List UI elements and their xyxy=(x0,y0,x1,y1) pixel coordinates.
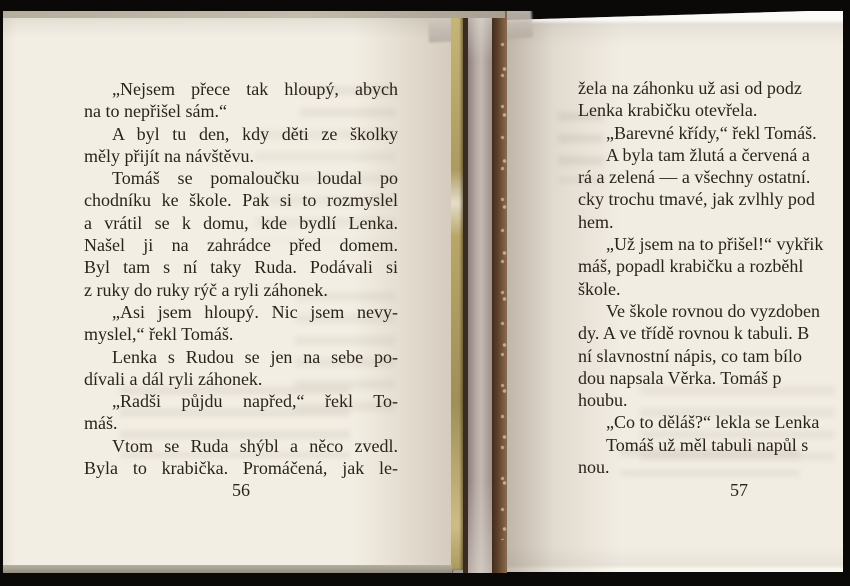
text-line: houbu. xyxy=(578,390,628,411)
text-line: z ruky do ruky rýč a ryli záhonek. xyxy=(84,279,328,300)
text-line: Lenka krabičku otevřela. xyxy=(578,100,758,121)
text-line: Tomáš se pomaloučku loudal po xyxy=(112,168,398,189)
text-line: „Radši půjdu napřed,“ řekl To- xyxy=(112,391,398,412)
text-line: A byl tu den, kdy děti ze školky xyxy=(112,123,398,144)
text-line: chodníku ke škole. Pak si to rozmyslel xyxy=(84,190,398,211)
frame-left xyxy=(0,0,3,586)
page-right-text xyxy=(578,77,843,487)
text-line: „Asi jsem hloupý. Nic jsem nevy- xyxy=(112,301,398,322)
frame-right xyxy=(843,0,850,586)
text-line: nou. xyxy=(578,457,610,478)
text-line: Vtom se Ruda shýbl a něco zvedl. xyxy=(112,435,398,456)
text-line: škole. xyxy=(578,278,621,299)
frame-top xyxy=(0,0,850,11)
text-line: myslel,“ řekl Tomáš. xyxy=(84,324,234,345)
text-line: máš. xyxy=(84,413,118,434)
text-line: Byl tam s ní taky Ruda. Podávali si xyxy=(84,257,398,278)
spine-tape xyxy=(468,0,492,586)
text-line: dívali a dál ryli záhonek. xyxy=(84,368,263,389)
text-line: rá a zelená — a všechny ostatní. xyxy=(578,167,811,188)
text-line: měly přijít na návštěvu. xyxy=(84,145,254,166)
text-line: na to nepřišel sám.“ xyxy=(84,101,227,122)
spine-torn-edge xyxy=(451,14,463,570)
text-line: máš, popadl krabičku a rozběhl xyxy=(578,256,804,277)
text-line: cky trochu tmavé, jak zvlhly pod xyxy=(578,189,815,210)
text-line: „Nejsem přece tak hloupý, abych xyxy=(112,79,398,99)
page-number-left: 56 xyxy=(232,480,250,500)
text-line: Byla to krabička. Promáčená, jak le- xyxy=(84,458,398,479)
text-line: dy. A ve třídě rovnou k tabuli. B xyxy=(578,323,810,344)
text-line: žela na záhonku už asi od podz xyxy=(578,78,802,98)
text-line: ní slavnostní nápis, co tam bílo xyxy=(578,345,802,366)
cover-edge-strip-top xyxy=(0,11,505,18)
text-line: hem. xyxy=(578,211,614,232)
page-left-text xyxy=(84,78,398,479)
text-line: a vrátil se k domu, kde bydlí Lenka. xyxy=(84,212,398,233)
text-line: Lenka s Rudou se jen na sebe po- xyxy=(112,346,398,367)
text-line: Ve škole rovnou do vyzdoben xyxy=(606,300,820,321)
text-line: „Barevné křídy,“ řekl Tomáš. xyxy=(606,122,817,143)
frame-bottom xyxy=(0,573,850,586)
text-line: dou napsala Věrka. Tomáš p xyxy=(578,367,782,388)
text-line: Našel ji na zahrádce před domem. xyxy=(84,235,398,256)
spine-page-edge-speckles xyxy=(498,40,508,540)
text-line: Tomáš už měl tabuli napůl s xyxy=(606,434,809,455)
text-line: A byla tam žlutá a červená a xyxy=(606,144,810,165)
text-line: „Už jsem na to přišel!“ vykřik xyxy=(606,234,824,255)
page-number-right: 57 xyxy=(730,480,748,500)
text-line: „Co to děláš?“ lekla se Lenka xyxy=(606,412,820,433)
